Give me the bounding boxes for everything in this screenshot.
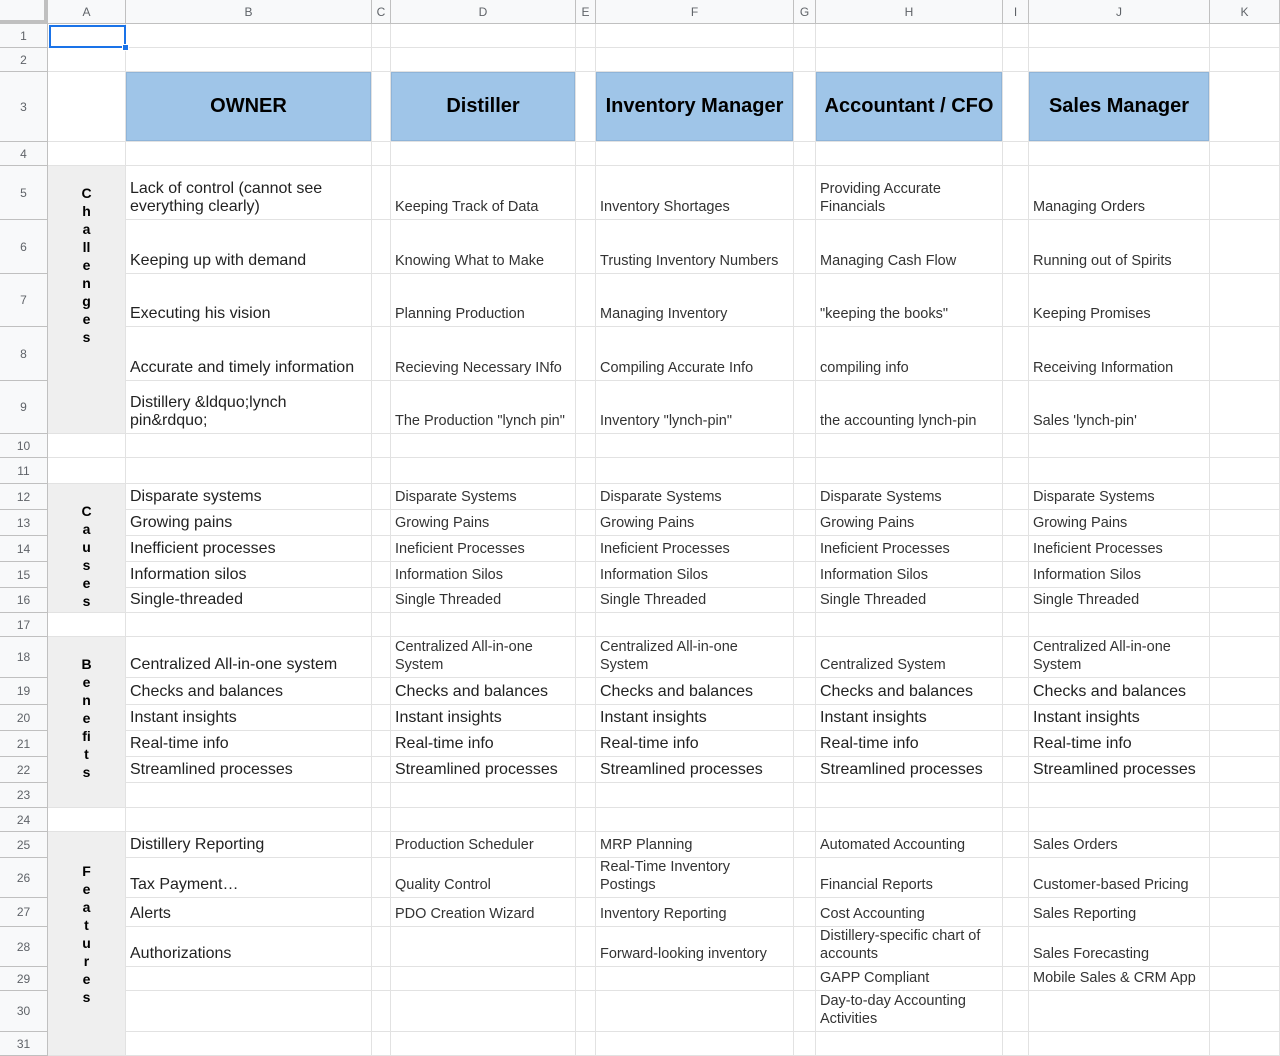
cell-d12[interactable]: Disparate Systems: [395, 489, 517, 505]
gridline-row: [48, 141, 1280, 142]
cell-h21[interactable]: Real-time info: [820, 735, 919, 752]
cell-b9[interactable]: Distillery &ldquo;lynch pin&rdquo;: [130, 394, 287, 429]
row-header-9[interactable]: 9: [0, 381, 48, 434]
cell-f16[interactable]: Single Threaded: [600, 592, 707, 608]
cell-j27[interactable]: Sales Reporting: [1033, 906, 1137, 922]
cell-j22[interactable]: Streamlined processes: [1033, 761, 1196, 778]
row-header-23[interactable]: 23: [0, 783, 48, 808]
active-cell-a1[interactable]: [49, 25, 126, 48]
section-causes: [48, 484, 125, 612]
cell-f15[interactable]: Information Silos: [600, 567, 708, 583]
cell-f21[interactable]: Real-time info: [600, 735, 699, 752]
cell-h7[interactable]: "keeping the books": [820, 306, 948, 322]
fill-handle[interactable]: [122, 44, 129, 51]
cell-d27[interactable]: PDO Creation Wizard: [395, 906, 535, 922]
cell-f7[interactable]: Managing Inventory: [600, 306, 728, 322]
cell-j7[interactable]: Keeping Promises: [1033, 306, 1151, 322]
row-header-16[interactable]: 16: [0, 588, 48, 613]
cell-b15[interactable]: Information silos: [130, 566, 247, 583]
cell-j18[interactable]: Centralized All-in-one System: [1033, 639, 1171, 673]
cell-h15[interactable]: Information Silos: [820, 567, 928, 583]
cell-b25[interactable]: Distillery Reporting: [130, 836, 265, 853]
cell-j8[interactable]: Receiving Information: [1033, 360, 1174, 376]
cell-h29[interactable]: GAPP Compliant: [820, 970, 930, 986]
cell-h9[interactable]: the accounting lynch-pin: [820, 413, 977, 429]
cell-b22[interactable]: Streamlined processes: [130, 761, 293, 778]
column-header-d[interactable]: D: [391, 0, 576, 24]
cell-j26[interactable]: Customer-based Pricing: [1033, 877, 1189, 893]
cell-j19[interactable]: Checks and balances: [1033, 683, 1186, 700]
cell-b14[interactable]: Inefficient processes: [130, 540, 276, 557]
gridline-row: [48, 1031, 1280, 1032]
cell-f26[interactable]: Real-Time Inventory Postings: [600, 859, 731, 893]
cell-h5[interactable]: Providing Accurate Financials: [820, 181, 941, 215]
row-header-26[interactable]: 26: [0, 858, 48, 898]
gridline-col: [575, 24, 576, 1056]
cell-f25[interactable]: MRP Planning: [600, 837, 693, 853]
role-header-distiller[interactable]: Distiller: [391, 72, 575, 141]
cell-f12[interactable]: Disparate Systems: [600, 489, 722, 505]
gridline-col: [1002, 24, 1003, 1056]
row-header-22[interactable]: 22: [0, 757, 48, 783]
cell-d16[interactable]: Single Threaded: [395, 592, 502, 608]
row-header-24[interactable]: 24: [0, 808, 48, 832]
row-header-17[interactable]: 17: [0, 613, 48, 637]
cell-b12[interactable]: Disparate systems: [130, 488, 262, 505]
row-header-1[interactable]: 1: [0, 24, 48, 48]
cell-d26[interactable]: Quality Control: [395, 877, 491, 893]
cell-j14[interactable]: Ineficient Processes: [1033, 541, 1163, 557]
cell-j20[interactable]: Instant insights: [1033, 709, 1140, 726]
cell-d6[interactable]: Knowing What to Make: [395, 253, 545, 269]
cell-d9[interactable]: The Production "lynch pin": [395, 413, 565, 429]
cell-f28[interactable]: Forward-looking inventory: [600, 946, 767, 962]
cell-j13[interactable]: Growing Pains: [1033, 515, 1128, 531]
cell-d13[interactable]: Growing Pains: [395, 515, 490, 531]
cell-b18[interactable]: Centralized All-in-one system: [130, 656, 338, 673]
row-header-11[interactable]: 11: [0, 458, 48, 484]
row-header-12[interactable]: 12: [0, 484, 48, 510]
row-header-31[interactable]: 31: [0, 1032, 48, 1056]
cell-d19[interactable]: Checks and balances: [395, 683, 548, 700]
row-header-14[interactable]: 14: [0, 536, 48, 562]
section-label-causes: Causes: [81, 503, 92, 609]
column-header-c[interactable]: C: [372, 0, 391, 24]
cell-h6[interactable]: Managing Cash Flow: [820, 253, 957, 269]
row-header-5[interactable]: 5: [0, 166, 48, 220]
row-header-29[interactable]: 29: [0, 967, 48, 991]
cell-d18[interactable]: Centralized All-in-one System: [395, 639, 533, 673]
cell-j5[interactable]: Managing Orders: [1033, 199, 1146, 215]
cell-h8[interactable]: compiling info: [820, 360, 909, 376]
row-header-27[interactable]: 27: [0, 898, 48, 927]
cell-b5[interactable]: Lack of control (cannot see everything clearly): [130, 180, 323, 215]
cell-h20[interactable]: Instant insights: [820, 709, 927, 726]
gridline-row: [48, 990, 1280, 991]
cell-j12[interactable]: Disparate Systems: [1033, 489, 1155, 505]
cell-j25[interactable]: Sales Orders: [1033, 837, 1118, 853]
cell-d25[interactable]: Production Scheduler: [395, 837, 534, 853]
cell-h18[interactable]: Centralized System: [820, 657, 946, 673]
cell-f5[interactable]: Inventory Shortages: [600, 199, 730, 215]
cell-f8[interactable]: Compiling Accurate Info: [600, 360, 754, 376]
gridline-col: [793, 24, 794, 1056]
row-header-30[interactable]: 30: [0, 991, 48, 1032]
cell-d7[interactable]: Planning Production: [395, 306, 525, 322]
cell-d20[interactable]: Instant insights: [395, 709, 502, 726]
cell-f19[interactable]: Checks and balances: [600, 683, 753, 700]
gridline-row: [48, 457, 1280, 458]
select-all-corner[interactable]: [0, 0, 48, 24]
cell-f18[interactable]: Centralized All-in-one System: [600, 639, 738, 673]
row-header-25[interactable]: 25: [0, 832, 48, 858]
row-header-15[interactable]: 15: [0, 562, 48, 588]
row-header-13[interactable]: 13: [0, 510, 48, 536]
cell-f13[interactable]: Growing Pains: [600, 515, 695, 531]
section-features: [48, 832, 125, 1055]
cell-b7[interactable]: Executing his vision: [130, 305, 271, 322]
cell-h22[interactable]: Streamlined processes: [820, 761, 983, 778]
cell-d5[interactable]: Keeping Track of Data: [395, 199, 539, 215]
section-label-features: Features: [82, 863, 91, 1005]
column-header-j[interactable]: J: [1029, 0, 1210, 24]
gridline-col: [371, 24, 372, 1056]
cell-j15[interactable]: Information Silos: [1033, 567, 1141, 583]
cell-h19[interactable]: Checks and balances: [820, 683, 973, 700]
row-header-3[interactable]: 3: [0, 72, 48, 142]
column-header-a[interactable]: A: [48, 0, 126, 24]
role-header-sales-manager[interactable]: Sales Manager: [1029, 72, 1209, 141]
cell-j16[interactable]: Single Threaded: [1033, 592, 1140, 608]
column-header-k[interactable]: K: [1210, 0, 1280, 24]
cell-d15[interactable]: Information Silos: [395, 567, 503, 583]
cell-b8[interactable]: Accurate and timely information: [130, 359, 355, 376]
cell-b19[interactable]: Checks and balances: [130, 683, 283, 700]
cell-f9[interactable]: Inventory "lynch-pin": [600, 413, 732, 429]
cell-f22[interactable]: Streamlined processes: [600, 761, 763, 778]
gridline-row: [48, 782, 1280, 783]
row-header-6[interactable]: 6: [0, 220, 48, 274]
cell-h27[interactable]: Cost Accounting: [820, 906, 925, 922]
cell-f14[interactable]: Ineficient Processes: [600, 541, 730, 557]
row-header-2[interactable]: 2: [0, 48, 48, 72]
row-header-19[interactable]: 19: [0, 678, 48, 705]
section-benefits: [48, 637, 125, 807]
row-header-20[interactable]: 20: [0, 705, 48, 731]
cell-b6[interactable]: Keeping up with demand: [130, 252, 307, 269]
gridline-row: [48, 47, 1280, 48]
cell-b20[interactable]: Instant insights: [130, 709, 237, 726]
cell-j21[interactable]: Real-time info: [1033, 735, 1132, 752]
cell-j29[interactable]: Mobile Sales & CRM App: [1033, 970, 1196, 986]
cell-b13[interactable]: Growing pains: [130, 514, 233, 531]
cell-h30[interactable]: Day-to-day Accounting Activities: [820, 993, 966, 1027]
cell-b21[interactable]: Real-time info: [130, 735, 229, 752]
cell-h14[interactable]: Ineficient Processes: [820, 541, 950, 557]
cell-j6[interactable]: Running out of Spirits: [1033, 253, 1172, 269]
gridline-row: [48, 612, 1280, 613]
row-header-4[interactable]: 4: [0, 142, 48, 166]
section-label-benefits: Benefits: [81, 656, 92, 780]
row-header-10[interactable]: 10: [0, 434, 48, 458]
cell-b26[interactable]: Tax Payment…: [130, 876, 239, 893]
role-header-inventory-manager[interactable]: Inventory Manager: [596, 72, 793, 141]
cell-d22[interactable]: Streamlined processes: [395, 761, 558, 778]
column-header-h[interactable]: H: [816, 0, 1003, 24]
row-header-7[interactable]: 7: [0, 274, 48, 327]
section-label-challenges: Challenges: [81, 185, 92, 345]
role-header-owner[interactable]: OWNER: [126, 72, 371, 141]
cell-h12[interactable]: Disparate Systems: [820, 489, 942, 505]
cell-b28[interactable]: Authorizations: [130, 945, 232, 962]
gridline-col: [1209, 24, 1210, 1056]
cell-b16[interactable]: Single-threaded: [130, 591, 243, 608]
gridline-row: [48, 433, 1280, 434]
cell-d21[interactable]: Real-time info: [395, 735, 494, 752]
column-header-g[interactable]: G: [794, 0, 816, 24]
cell-f20[interactable]: Instant insights: [600, 709, 707, 726]
cell-j28[interactable]: Sales Forecasting: [1033, 946, 1150, 962]
cell-b27[interactable]: Alerts: [130, 905, 171, 922]
cell-h28[interactable]: Distillery-specific chart of accounts: [820, 928, 981, 962]
cell-h16[interactable]: Single Threaded: [820, 592, 927, 608]
row-header-8[interactable]: 8: [0, 327, 48, 381]
cell-d14[interactable]: Ineficient Processes: [395, 541, 525, 557]
section-challenges: [48, 166, 125, 433]
cell-j9[interactable]: Sales 'lynch-pin': [1033, 413, 1137, 429]
cell-f27[interactable]: Inventory Reporting: [600, 906, 727, 922]
column-header-e[interactable]: E: [576, 0, 596, 24]
cell-h25[interactable]: Automated Accounting: [820, 837, 966, 853]
row-header-28[interactable]: 28: [0, 927, 48, 967]
column-header-b[interactable]: B: [126, 0, 372, 24]
column-header-f[interactable]: F: [596, 0, 794, 24]
cell-f6[interactable]: Trusting Inventory Numbers: [600, 253, 779, 269]
column-header-i[interactable]: I: [1003, 0, 1029, 24]
cell-h26[interactable]: Financial Reports: [820, 877, 933, 893]
row-header-21[interactable]: 21: [0, 731, 48, 757]
cell-d8[interactable]: Recieving Necessary INfo: [395, 360, 562, 376]
row-header-18[interactable]: 18: [0, 637, 48, 678]
role-header-accountant-cfo[interactable]: Accountant / CFO: [816, 72, 1002, 141]
gridline-row: [48, 807, 1280, 808]
cell-h13[interactable]: Growing Pains: [820, 515, 915, 531]
